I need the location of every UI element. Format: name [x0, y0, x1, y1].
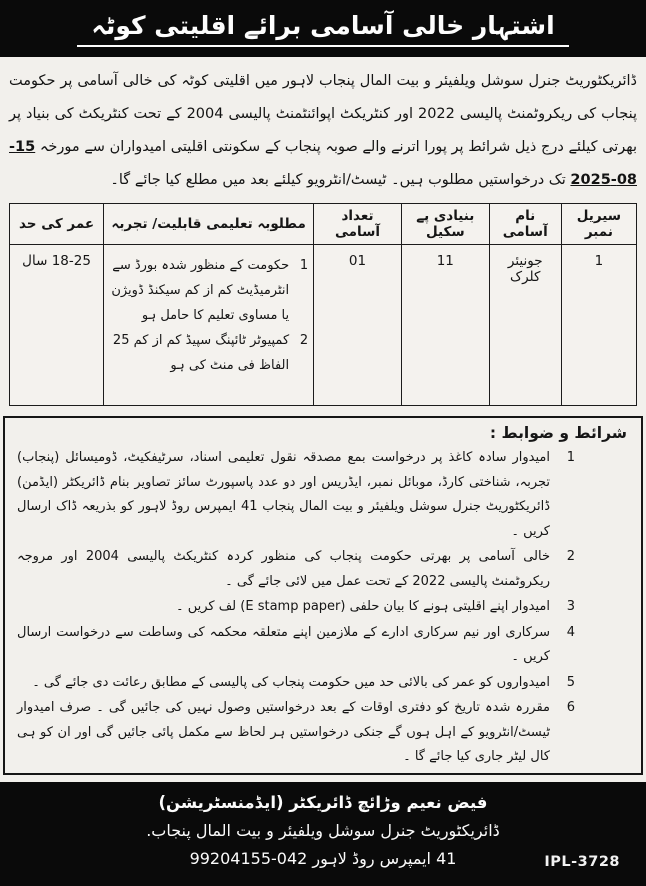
table-row	[10, 245, 637, 406]
header-banner	[0, 0, 646, 57]
term-item-number: 4	[566, 624, 575, 640]
table-header-cell: نام آسامی	[489, 204, 561, 245]
deadline-date: 15-08-2025	[9, 139, 637, 188]
term-item-text: امیدوار اپنے اقلیتی ہونے کا بیان حلفی (E stamp paper) لف کریں ۔	[175, 599, 550, 614]
term-item	[17, 771, 631, 776]
terms-list	[17, 446, 631, 775]
signing-officer: فیض نعیم وڑائچ ڈائریکٹر (ایڈمنسٹریشن)	[158, 793, 488, 812]
department-name: ڈائریکٹوریٹ جنرل سوشل ویلفیئر و بیت المال پنجاب.	[146, 821, 500, 840]
term-item-text	[17, 771, 550, 776]
qualification-point-text: حکومت کے منظور شدہ بورڈ سے انٹرمیڈیٹ کم از کم سیکنڈ ڈویژن یا مساوی تعلیم کا حامل ہو	[111, 258, 290, 323]
term-item-text: امیدوار سادہ کاغذ پر درخواست بمع مصدقہ نقول تعلیمی اسناد، سرٹیفکیٹ، ڈومیسائل (پنجاب) تجربہ، شناختی کارڈ، موبائل نمبر، ایڈریس اور دو عدد پاسپورٹ سائز تصاویر بنام ڈائریکٹر (ایڈمن) ڈائریکٹوریٹ جنرل سوشل ویلفیئر و بیت المال پنجاب 41 ایمپرس روڈ لاہور کو بذریعہ ڈاک ارسال کریں ۔	[17, 450, 550, 539]
term-item-number	[561, 771, 575, 776]
term-item-number: 3	[566, 599, 575, 614]
term-item-text: خالی آسامی پر بھرتی حکومت پنجاب کی منظور کردہ کنٹریکٹ پالیسی 2004 اور مروجہ ریکروٹمنٹ پالیسی 2022 کے تحت عمل میں لائی جائے گی ۔	[17, 549, 551, 589]
qualification-point-text: کمپیوٹر ٹائپنگ سپیڈ کم از کم 25 الفاظ فی منٹ کی ہو	[112, 333, 290, 373]
address-phone: 41 ایمپرس روڈ لاہور 042-99204155	[189, 849, 457, 868]
table-header-cell: مطلوبہ تعلیمی قابلیت/ تجربہ	[104, 204, 314, 245]
table-header-cell: بنیادی پے سکیل	[401, 204, 489, 245]
qualification-point-number: 1	[299, 258, 309, 273]
intro-text-after-date: تک درخواستیں مطلوب ہیں۔ ٹیسٹ/انٹرویو کیلئے بعد میں مطلع کیا جائے گا۔	[110, 172, 571, 188]
cell-qualification	[104, 245, 314, 406]
term-item-text: سرکاری اور نیم سرکاری ادارے کے ملازمین اپنے متعلقہ محکمہ کی وساطت سے درخواست ارسال کریں ۔	[17, 624, 550, 664]
qualification-point	[109, 253, 308, 328]
footer-band	[0, 782, 646, 886]
term-item	[17, 446, 631, 544]
table-header-cell: عمر کی حد	[10, 204, 104, 245]
terms-box	[3, 416, 643, 775]
term-item-text: مقررہ شدہ تاریخ کو دفتری اوقات کے بعد درخواستیں وصول نہیں کی جائیں گی ۔ صرف امیدوار ٹیسٹ/انٹرویو کے اہل ہوں گے جنکی درخواستیں ہر لحاظ سے مکمل پائی جائیں گی اور ان کو ہی کال لیٹر جاری کیا جائے گا ۔	[17, 700, 550, 764]
table-header-cell: سیریل نمبر	[561, 204, 636, 245]
cell-age-limit: 18-25 سال	[10, 245, 104, 406]
term-item-number: 6	[566, 700, 575, 715]
term-item	[17, 545, 631, 594]
advertisement-ref-number: IPL-3728	[544, 854, 620, 870]
term-item	[17, 621, 631, 670]
term-item-number: 1	[566, 450, 575, 465]
term-item-number: 5	[566, 674, 575, 690]
cell-post-name: جونیئر کلرک	[489, 245, 561, 406]
term-item	[17, 595, 631, 620]
cell-post-count: 01	[314, 245, 402, 406]
cell-pay-scale: 11	[401, 245, 489, 406]
ad-title: اشتہار خالی آسامی برائے اقلیتی کوٹہ	[77, 11, 568, 47]
table-header-cell: تعداد آسامی	[314, 204, 402, 245]
term-item-text: امیدواروں کو عمر کی بالائی حد میں حکومت پنجاب کی پالیسی کے مطابق رعائت دی جائے گی ۔	[32, 674, 550, 690]
intro-paragraph	[0, 57, 646, 199]
term-item	[17, 671, 631, 696]
vacancy-table	[9, 203, 637, 406]
vacancy-table-wrapper	[0, 199, 646, 406]
terms-heading: شرائط و ضوابط :	[489, 424, 627, 442]
intro-text-before-date: ڈائریکٹوریٹ جنرل سوشل ویلفیئر و بیت المال پنجاب لاہور میں اقلیتی کوٹہ کی خالی آسامی پر حکومت پنجاب کی ریکروٹمنٹ پالیسی 2022 اور کنٹریکٹ اپوائنٹمنٹ پالیسی 2004 کے تحت کنٹریکٹ کی بنیاد پر بھرتی کیلئے درج ذیل شرائط پر پورا اترنے والے صوبہ پنجاب کے سکونتی اقلیتی امیدواران سے مورخہ	[9, 73, 637, 155]
term-item-number: 2	[566, 549, 575, 564]
qualification-point-number: 2	[299, 333, 309, 348]
term-item	[17, 696, 631, 770]
cell-serial-number: 1	[561, 245, 636, 406]
table-header-row	[10, 204, 637, 245]
qualification-point	[109, 328, 308, 378]
